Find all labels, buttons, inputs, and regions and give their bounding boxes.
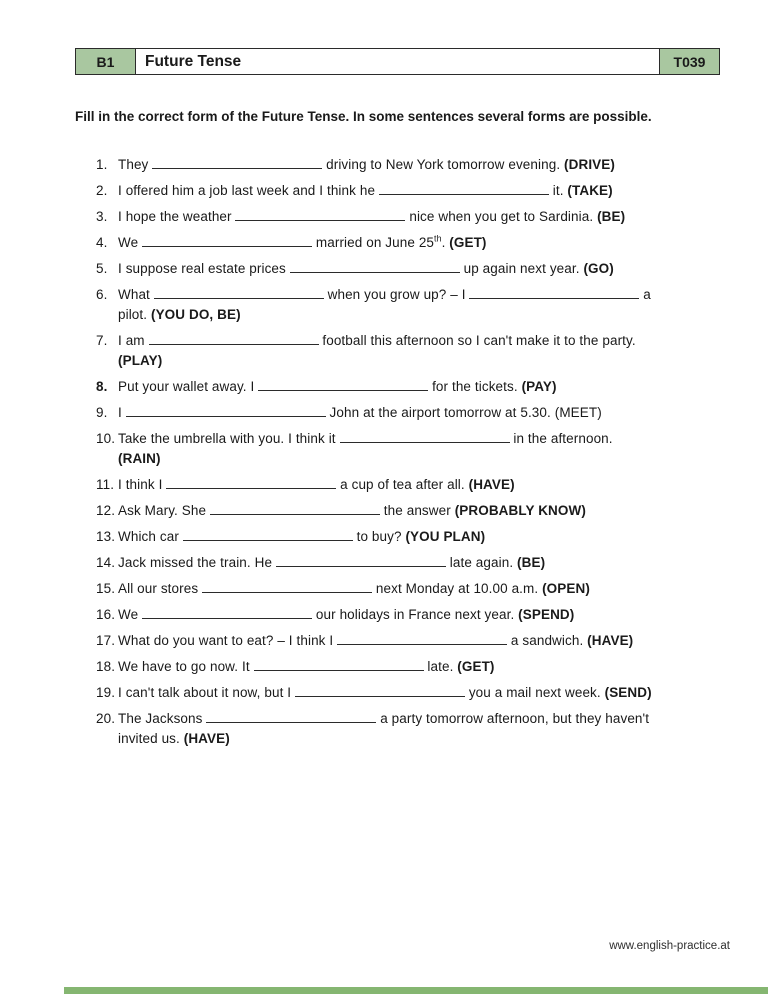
exercise-item (96, 155, 720, 175)
sentence-body (118, 631, 720, 651)
item-number: 14. (96, 554, 116, 570)
sentence-text: the answer (379, 502, 455, 518)
verb-hint: (BE) (517, 554, 546, 570)
exercise-item (96, 429, 720, 469)
sentence-text: nice when you get to Sardinia. (405, 208, 598, 224)
ordinal-superscript: th (434, 233, 442, 244)
sentence-text: I suppose real estate prices (118, 260, 290, 276)
sentence-text: Put your wallet away. I (118, 378, 259, 394)
sentence-text: What (118, 286, 154, 302)
verb-hint: (GO) (583, 260, 614, 276)
sentence-text: We have to go now. It (118, 658, 254, 674)
item-number: 20. (96, 710, 116, 726)
sentence-text: when you grow up? – I (323, 286, 470, 302)
exercise-list (96, 155, 720, 749)
item-number: 4. (96, 234, 108, 250)
sentence-text: . (441, 234, 450, 250)
sentence-body (118, 553, 720, 573)
sentence-text: football this afternoon so I can't make it to the party. (318, 332, 636, 348)
sentence-body (118, 377, 720, 397)
sentence-text: a sandwich. (507, 632, 588, 648)
answer-blank (290, 259, 460, 273)
sentence-text: late. (423, 658, 458, 674)
sentence-text: in the afternoon. (509, 430, 613, 446)
answer-blank (142, 605, 312, 619)
answer-blank (183, 527, 353, 541)
sentence-text: married on June 25 (312, 234, 435, 250)
sentence-text: All our stores (118, 580, 203, 596)
exercise-item (96, 377, 720, 397)
verb-hint: (PAY) (521, 378, 557, 394)
verb-hint: (SEND) (604, 684, 652, 700)
item-number: 16. (96, 606, 116, 622)
answer-blank (340, 429, 510, 443)
worksheet-code-badge: T039 (659, 49, 719, 74)
verb-hint: (TAKE) (567, 182, 613, 198)
sentence-text: I can't talk about it now, but I (118, 684, 295, 700)
answer-blank (337, 631, 507, 645)
sentence-body (118, 527, 720, 547)
item-number: 2. (96, 182, 108, 198)
footer-accent-bar (64, 987, 768, 994)
sentence-text: Ask Mary. She (118, 502, 210, 518)
item-number: 10. (96, 430, 116, 446)
answer-blank (276, 553, 446, 567)
sentence-text: Jack missed the train. He (118, 554, 276, 570)
exercise-item (96, 683, 720, 703)
sentence-text: I think I (118, 476, 167, 492)
sentence-text: I am (118, 332, 149, 348)
sentence-text: We (118, 606, 143, 622)
answer-blank (469, 285, 639, 299)
sentence-text: up again next year. (459, 260, 584, 276)
sentence-body (118, 207, 720, 227)
answer-blank (210, 501, 380, 515)
sentence-body (118, 155, 720, 175)
sentence-text: invited us. (118, 730, 184, 746)
exercise-item (96, 331, 720, 371)
sentence-body (118, 429, 720, 469)
verb-hint: (SPEND) (518, 606, 575, 622)
item-number: 3. (96, 208, 108, 224)
exercise-item (96, 579, 720, 599)
item-number: 17. (96, 632, 116, 648)
sentence-body (118, 501, 720, 521)
answer-blank (206, 709, 376, 723)
verb-hint: (OPEN) (542, 580, 590, 596)
item-number: 11. (96, 476, 115, 492)
exercise-item (96, 233, 720, 253)
verb-hint: (HAVE) (183, 730, 230, 746)
item-number: 13. (96, 528, 116, 544)
verb-hint: (YOU PLAN) (405, 528, 486, 544)
item-number: 18. (96, 658, 116, 674)
instructions-text: Fill in the correct form of the Future Tense. In some sentences several forms are possible. (75, 109, 652, 124)
sentence-body (118, 605, 720, 625)
answer-blank (235, 207, 405, 221)
verb-hint: (PLAY) (118, 352, 163, 368)
exercise-item (96, 403, 720, 423)
item-number: 5. (96, 260, 108, 276)
item-number: 19. (96, 684, 116, 700)
sentence-body (118, 331, 720, 371)
sentence-body (118, 579, 720, 599)
sentence-text: to buy? (352, 528, 406, 544)
sentence-text: They (118, 156, 153, 172)
exercise-item (96, 285, 720, 325)
answer-blank (202, 579, 372, 593)
exercise-item (96, 605, 720, 625)
exercise-item (96, 259, 720, 279)
sentence-text: a (639, 286, 651, 302)
exercise-item (96, 709, 720, 749)
answer-blank (258, 377, 428, 391)
answer-blank (142, 233, 312, 247)
sentence-text: next Monday at 10.00 a.m. (372, 580, 543, 596)
item-number: 6. (96, 286, 108, 302)
sentence-body (118, 259, 720, 279)
sentence-text: for the tickets. (428, 378, 522, 394)
exercise-item (96, 207, 720, 227)
sentence-body (118, 233, 720, 253)
item-number: 12. (96, 502, 116, 518)
answer-blank (254, 657, 424, 671)
sentence-body (118, 657, 720, 677)
sentence-text: Take the umbrella with you. I think it (118, 430, 340, 446)
worksheet-header (75, 48, 720, 75)
sentence-text: late again. (445, 554, 518, 570)
sentence-text: it. (548, 182, 568, 198)
sentence-text: The Jacksons (118, 710, 207, 726)
sentence-body (118, 285, 720, 325)
exercise-item (96, 181, 720, 201)
verb-hint: (GET) (457, 658, 495, 674)
answer-blank (152, 155, 322, 169)
footer-website-text: www.english-practice.at (609, 940, 730, 952)
sentence-body (118, 683, 720, 703)
sentence-text: I offered him a job last week and I think he (118, 182, 379, 198)
exercise-item (96, 631, 720, 651)
sentence-text: We (118, 234, 143, 250)
exercise-item (96, 553, 720, 573)
verb-hint: (HAVE) (468, 476, 515, 492)
answer-blank (154, 285, 324, 299)
exercise-item (96, 527, 720, 547)
sentence-text: a party tomorrow afternoon, but they haven't (376, 710, 650, 726)
exercise-item (96, 475, 720, 495)
sentence-text: pilot. (118, 306, 151, 322)
item-number: 8. (96, 378, 108, 394)
worksheet-title: Future Tense (136, 49, 659, 74)
sentence-text: you a mail next week. (464, 684, 605, 700)
verb-hint: (HAVE) (587, 632, 634, 648)
sentence-text: I (118, 404, 126, 420)
verb-hint: (BE) (597, 208, 626, 224)
exercise-item (96, 501, 720, 521)
level-badge: B1 (76, 49, 136, 74)
sentence-text: Which car (118, 528, 183, 544)
answer-blank (295, 683, 465, 697)
answer-blank (149, 331, 319, 345)
sentence-text: our holidays in France next year. (312, 606, 519, 622)
sentence-text: driving to New York tomorrow evening. (322, 156, 565, 172)
answer-blank (166, 475, 336, 489)
verb-hint: (GET) (449, 234, 487, 250)
sentence-text: a cup of tea after all. (336, 476, 469, 492)
verb-hint: (PROBABLY KNOW) (454, 502, 586, 518)
sentence-body (118, 709, 720, 749)
sentence-text: John at the airport tomorrow at 5.30. (MEET) (325, 404, 602, 420)
exercise-item (96, 657, 720, 677)
item-number: 15. (96, 580, 116, 596)
item-number: 9. (96, 404, 108, 420)
item-number: 7. (96, 332, 108, 348)
answer-blank (126, 403, 326, 417)
verb-hint: (RAIN) (118, 450, 161, 466)
sentence-body (118, 475, 720, 495)
item-number: 1. (96, 156, 108, 172)
verb-hint: (YOU DO, BE) (150, 306, 241, 322)
sentence-text: What do you want to eat? – I think I (118, 632, 338, 648)
sentence-text: I hope the weather (118, 208, 236, 224)
verb-hint: (DRIVE) (564, 156, 615, 172)
answer-blank (379, 181, 549, 195)
sentence-body (118, 181, 720, 201)
sentence-body (118, 403, 720, 423)
